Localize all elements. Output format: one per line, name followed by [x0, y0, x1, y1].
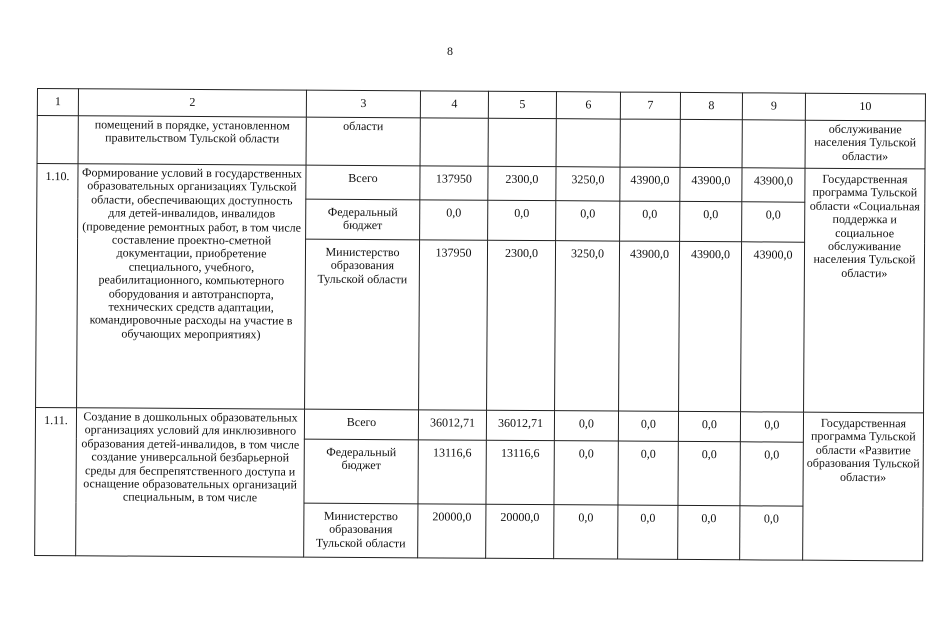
program-cell: обслуживание населения Тульской области»	[805, 120, 925, 169]
value-cell: 137950	[419, 240, 488, 410]
value-cell: 0,0	[678, 441, 740, 505]
source-cell: Всего	[306, 165, 420, 200]
value-cell: 2300,0	[488, 166, 556, 200]
value-cell: 0,0	[618, 411, 678, 441]
value-cell: 43900,0	[680, 167, 742, 201]
value-cell: 0,0	[554, 441, 618, 505]
row-number-cell: 1.10.	[36, 164, 78, 408]
value-cell: 0,0	[420, 200, 488, 240]
row-number-cell	[37, 116, 78, 164]
source-cell: Федеральный бюджет	[304, 439, 418, 504]
value-cell: 43900,0	[741, 242, 805, 412]
description-cell: Создание в дошкольных образовательных организациях условий для инклюзивного образования детей-инвалидов, в том числе создание универсальной безбарьерной среды для беспрепятственного доступа и оснащение образовательных организаций специальным, в том числе	[76, 408, 305, 557]
value-cell: 20000,0	[418, 504, 486, 558]
value-cell	[620, 119, 680, 167]
value-cell	[680, 119, 742, 167]
table-container	[34, 88, 926, 561]
value-cell: 0,0	[618, 441, 678, 505]
value-cell: 0,0	[554, 505, 618, 559]
value-cell: 0,0	[554, 411, 618, 441]
value-cell: 43900,0	[619, 241, 680, 411]
value-cell: 0,0	[742, 202, 805, 242]
header-cell: 8	[680, 92, 742, 119]
page-number: 8	[447, 44, 453, 58]
continuation-row	[37, 116, 925, 169]
description-cell: Формирование условий в государственных образовательных организациях Тульской области, обеспечивающих доступность для детей-инвалидов, инвалидов (проведение ремонтных работ, в том числе составление проектно-сметной документации, приобретение специального, учебного, реабилитационного, компьютерного оборудования и автотранспорта, технических средств адаптации, командировочные расходы на участие в обучающих мероприятиях)	[77, 164, 306, 409]
value-cell: 0,0	[740, 412, 803, 442]
value-cell: 36012,71	[418, 410, 486, 440]
source-cell: Министерство образования Тульской области	[304, 503, 418, 558]
value-cell: 3250,0	[556, 167, 620, 201]
table-row	[35, 407, 923, 442]
value-cell: 0,0	[618, 505, 678, 559]
value-cell: 13116,6	[486, 440, 554, 504]
source-cell: Министерство образования Тульской области	[305, 239, 420, 410]
header-cell: 7	[620, 92, 680, 119]
row-number-cell: 1.11.	[35, 407, 77, 555]
value-cell: 0,0	[678, 411, 740, 441]
header-cell: 4	[420, 91, 488, 118]
source-cell: Всего	[304, 409, 418, 440]
source-cell: Федеральный бюджет	[306, 199, 420, 240]
program-cell: Государственная программа Тульской области «Развитие образования Тульской области»	[803, 412, 924, 561]
value-cell: 0,0	[556, 201, 620, 241]
header-cell: 10	[805, 93, 925, 121]
value-cell: 43900,0	[742, 168, 805, 202]
header-cell: 5	[488, 91, 556, 118]
value-cell	[420, 118, 488, 166]
value-cell: 0,0	[740, 442, 803, 506]
header-cell: 9	[742, 93, 805, 120]
value-cell: 0,0	[680, 201, 742, 241]
value-cell: 20000,0	[486, 504, 554, 558]
header-cell: 3	[306, 90, 420, 118]
program-table	[34, 88, 926, 561]
table-row	[37, 164, 925, 203]
value-cell: 3250,0	[555, 241, 620, 411]
value-cell: 36012,71	[486, 410, 554, 440]
value-cell: 0,0	[678, 505, 740, 559]
value-cell: 137950	[420, 166, 488, 200]
value-cell	[742, 120, 805, 168]
description-cell: помещений в порядке, установленном правительством Тульской области	[78, 116, 306, 165]
value-cell: 0,0	[488, 200, 556, 240]
value-cell: 13116,6	[418, 440, 486, 504]
value-cell	[488, 118, 556, 166]
value-cell: 43900,0	[620, 167, 680, 201]
value-cell	[556, 119, 620, 167]
program-cell: Государственная программа Тульской области «Социальная поддержка и социальное обслуживание населения Тульской области»	[804, 168, 925, 413]
value-cell: 0,0	[740, 506, 803, 560]
value-cell: 43900,0	[679, 241, 742, 411]
value-cell: 2300,0	[487, 240, 556, 410]
header-cell: 2	[78, 89, 306, 117]
source-cell: области	[306, 117, 420, 166]
value-cell: 0,0	[620, 201, 680, 241]
header-cell: 1	[37, 89, 78, 116]
header-cell: 6	[556, 92, 620, 119]
